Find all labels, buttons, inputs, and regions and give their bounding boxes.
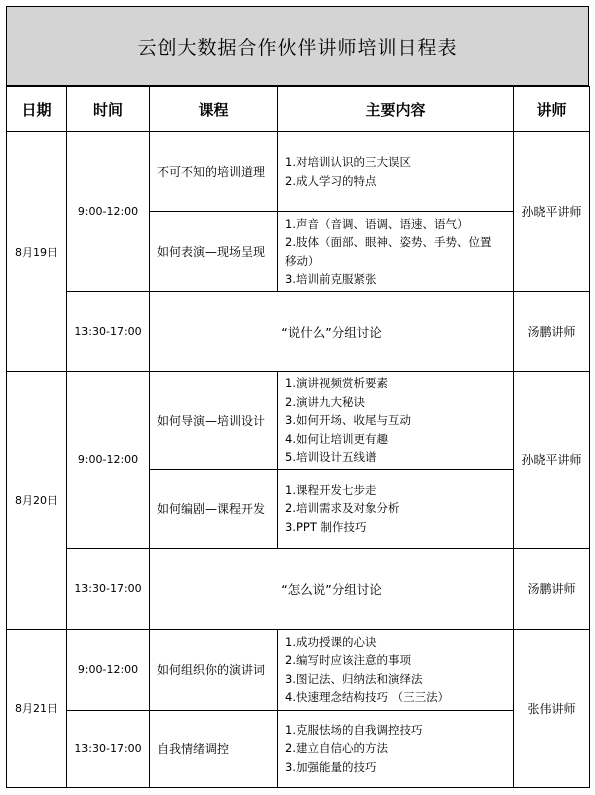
content-line: 3.培训前克服紧张 (285, 272, 377, 286)
date-cell: 8月21日 (7, 629, 67, 787)
schedule-table (6, 86, 590, 788)
content-line: 2.培训需求及对象分析 (285, 501, 400, 516)
table-row (7, 548, 590, 629)
content-line: 1.对培训认识的三大误区 (285, 155, 411, 169)
page-title: 云创大数据合作伙伴讲师培训日程表 (137, 36, 458, 59)
content-cell (278, 469, 514, 548)
teacher-cell: 汤鹏讲师 (514, 548, 590, 629)
content-line: 1.演讲视频赏析要素 (285, 376, 388, 390)
content-line: 5.培训设计五线谱 (285, 450, 377, 464)
header-teacher: 讲师 (514, 87, 590, 132)
content-cell (278, 629, 514, 710)
course-cell: 如何组织你的演讲词 (150, 629, 278, 710)
content-line: 4.快速理念结构技巧 （三三法） (285, 690, 450, 704)
course-cell: 不可不知的培训道理 (150, 132, 278, 212)
course-cell: 如何表演—现场呈现 (150, 212, 278, 292)
content-line: 1.课程开发七步走 (285, 482, 377, 497)
content-line: 3.图记法、归纳法和演绎法 (285, 671, 423, 686)
table-row (7, 292, 590, 372)
date-cell: 8月19日 (7, 132, 67, 372)
time-cell: 9:00-12:00 (67, 629, 150, 710)
content-cell (278, 132, 514, 212)
time-cell: 13:30-17:00 (67, 548, 150, 629)
content-line: 2.肢体（面部、眼神、姿势、手势、位置 (285, 235, 492, 249)
header-content: 主要内容 (278, 87, 514, 132)
time-cell: 9:00-12:00 (67, 372, 150, 549)
course-cell: 如何导演—培训设计 (150, 372, 278, 470)
header-time: 时间 (67, 87, 150, 132)
content-cell (278, 212, 514, 292)
content-line: 2.成人学习的特点 (285, 173, 377, 188)
time-cell: 9:00-12:00 (67, 132, 150, 292)
course-cell: 如何编剧—课程开发 (150, 469, 278, 548)
header-row (7, 87, 590, 132)
teacher-cell: 汤鹏讲师 (514, 292, 590, 372)
title-bar (6, 6, 589, 86)
time-cell: 13:30-17:00 (67, 710, 150, 787)
date-cell: 8月20日 (7, 372, 67, 630)
content-line: 4.如何让培训更有趣 (285, 431, 388, 446)
content-line: 2.建立自信心的方法 (285, 741, 388, 756)
group-discussion-cell: “怎么说”分组讨论 (150, 548, 514, 629)
content-line: 1.克服怯场的自我调控技巧 (285, 722, 423, 737)
group-discussion-cell: “说什么”分组讨论 (150, 292, 514, 372)
content-line: 3.如何开场、收尾与互动 (285, 413, 411, 427)
teacher-cell: 孙晓平讲师 (514, 132, 590, 292)
header-course: 课程 (150, 87, 278, 132)
content-line: 1.声音（音调、语调、语速、语气） (285, 216, 469, 231)
content-cell (278, 372, 514, 470)
content-line: 2.演讲九大秘诀 (285, 394, 365, 409)
content-line: 1.成功授课的心诀 (285, 634, 377, 649)
content-cell (278, 710, 514, 787)
time-cell: 13:30-17:00 (67, 292, 150, 372)
table-row (7, 372, 590, 470)
header-date: 日期 (7, 87, 67, 132)
content-line: 3.PPT 制作技巧 (285, 519, 367, 534)
table-row (7, 710, 590, 787)
content-line: 2.编写时应该注意的事项 (285, 653, 411, 667)
table-row (7, 629, 590, 710)
course-cell: 自我情绪调控 (150, 710, 278, 787)
content-line: 3.加强能量的技巧 (285, 759, 377, 774)
table-row (7, 132, 590, 212)
teacher-cell: 孙晓平讲师 (514, 372, 590, 549)
content-line: 移动） (285, 253, 320, 268)
teacher-cell: 张伟讲师 (514, 629, 590, 787)
